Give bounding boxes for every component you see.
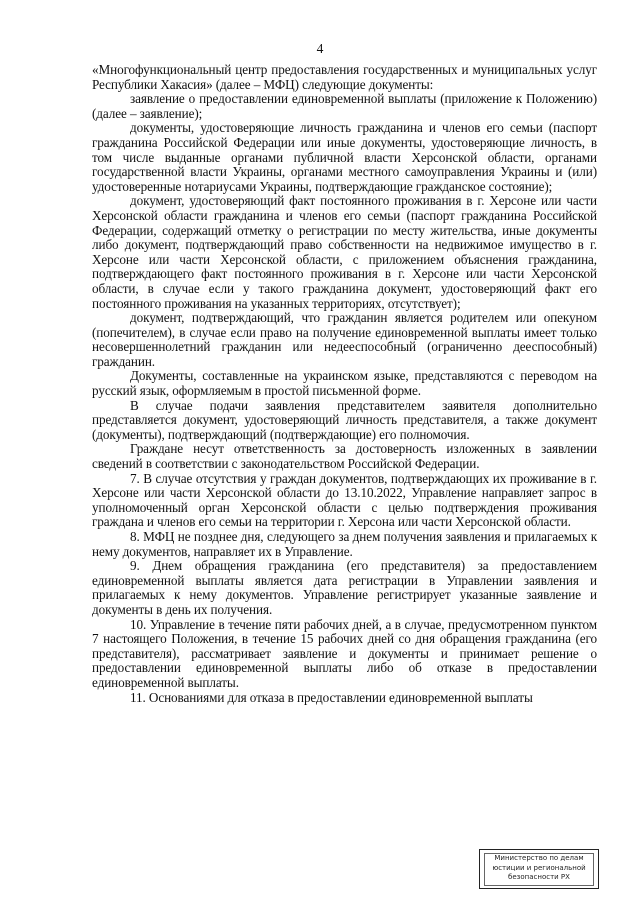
page-number: 4 [316,41,324,56]
paragraph-clause-9: 9. Днем обращения гражданина (его представителя) за предоставлением единовременной выплаты является дата регистрации в Управлении заявления и прилагаемых к нему документов. Управление регистрирует указанные заявление и документы в день их получения. [92,558,597,617]
paragraph-clause-10: 10. Управление в течение пяти рабочих дней, а в случае, предусмотренном пунктом 7 настоящего Положения, в течение 15 рабочих дней со дня обращения гражданина (его представителя), рассматривает заявление и документы и принимает решение о предоставлении единовременной выплаты либо об отказе в предоставлении единовременной выплаты. [92,616,597,690]
paragraph-guardian-document: документ, подтверждающий, что гражданин является родителем или опекуном (попечителем), в случае если право на получение единовременной выплаты имеет только несовершеннолетний гражданин или недееспособный (ограниченно дееспособный) гражданин. [92,310,597,369]
document-body [92,63,597,705]
paragraph-mfc-documents: «Многофункциональный центр предоставления государственных и муниципальных услуг Республики Хакасия» (далее – МФЦ) следующие документы: [92,62,597,92]
stamp-line-1: Министерство по делам [494,854,584,862]
stamp-line-2: юстиции и региональной [492,863,586,872]
paragraph-clause-8: 8. МФЦ не позднее дня, следующего за днем получения заявления и прилагаемых к нему документов, направляет их в Управление. [92,529,597,559]
ministry-stamp [479,849,599,889]
stamp-line-3: безопасности РХ [508,873,570,881]
paragraph-residence-document: документ, удостоверяющий факт постоянного проживания в г. Херсоне или части Херсонской области гражданина и членов его семьи (паспорт гражданина Российской Федерации, содержащий отметку о регистрации по месту жительства, иные документы либо документ, подтверждающий право собственности на недвижимое имущество в г. Херсоне или части Херсонской области, с приложением объяснения гражданина, подтверждающего факт постоянного проживания в г. Херсоне или части Херсонской области, в случае если у такого гражданина документ, удостоверяющий факт его постоянного проживания на указанных территориях, отсутствует); [92,193,597,311]
paragraph-clause-11: 11. Основаниями для отказа в предоставлении единовременной выплаты [130,689,533,705]
paragraph-representative: В случае подачи заявления представителем заявителя дополнительно представляется документ, удостоверяющий личность представителя, а также документ (документы), подтверждающий (подтверждающие) его полномочия. [92,397,597,442]
paragraph-identity-documents: документы, удостоверяющие личность гражданина и членов его семьи (паспорт гражданина Российской Федерации или иные документы, удостоверяющие личность, в том числе выданные органами публичной власти Херсонской области, органами государственной власти Украины, органами местного самоуправления Украины и (или) удостоверенные нотариусами Украины, подтверждающие гражданское состояние); [92,120,597,194]
paragraph-application: заявление о предоставлении единовременной выплаты (приложение к Положению) (далее – заявление); [92,91,597,121]
paragraph-ukrainian-translation: Документы, составленные на украинском языке, представляются с переводом на русский язык, оформляемым в простой письменной форме. [92,368,597,399]
stamp-inner-frame [484,853,594,886]
paragraph-responsibility: Граждане несут ответственность за достоверность изложенных в заявлении сведений в соответствии с законодательством Российской Федерации. [92,441,597,472]
paragraph-clause-7: 7. В случае отсутствия у граждан документов, подтверждающих их проживание в г. Херсоне или части Херсонской области до 13.10.2022, Управление направляет запрос в уполномоченный орган Херсонской области с целью подтверждения проживания граждана и членов его семьи на территории г. Херсона или части Херсонской области. [92,470,597,530]
